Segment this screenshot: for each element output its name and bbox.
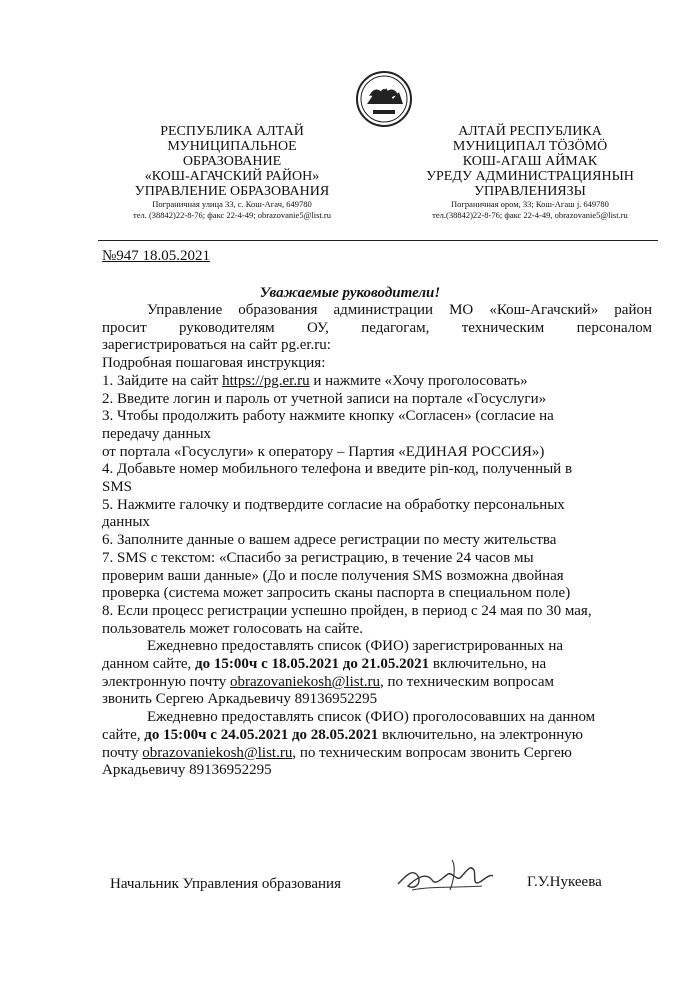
p2-text-d: , по техническим вопросам звонить Сергею bbox=[292, 744, 572, 761]
signatory-name: Г.У.Нукеева bbox=[527, 874, 602, 890]
header-left-line2: МУНИЦИПАЛЬНОЕ bbox=[167, 139, 297, 154]
p1-email-link[interactable]: obrazovaniekosh@list.ru bbox=[229, 673, 380, 690]
p1-text-b: включительно, на bbox=[429, 656, 547, 673]
p1-text-d: , по техническим вопросам bbox=[379, 673, 554, 690]
step-1 bbox=[102, 373, 652, 391]
step-5-line-2: данных bbox=[102, 514, 150, 531]
header-right-address: Пограничная ором, 33; Кош-Агаш ј. 649780 bbox=[451, 199, 609, 209]
header-left-block bbox=[112, 124, 352, 221]
p2-text-a: сайте, bbox=[102, 726, 145, 743]
step-3-line-3: от портала «Госуслуги» к оператору – Партия «ЕДИНАЯ РОССИЯ») bbox=[102, 443, 545, 460]
p2-text-b: включительно, на электронную bbox=[378, 726, 584, 743]
step-7-line-2: проверим ваши данные» (До и после получения SMS возможна двойная bbox=[102, 567, 564, 584]
p1-text-a: данном сайте, bbox=[102, 656, 196, 673]
paragraph-2-line-1: Ежедневно предоставлять список (ФИО) проголосовавших на данном bbox=[147, 709, 596, 726]
instructions-heading: Подробная пошаговая инструкция: bbox=[102, 355, 326, 372]
step-3-line-2: передачу данных bbox=[102, 425, 212, 442]
header-left-line4: «КОШ-АГАЧСКИЙ РАЙОН» bbox=[144, 169, 320, 184]
paragraph-1-line-2 bbox=[102, 656, 652, 674]
p1-text-c: электронную почту bbox=[102, 673, 230, 690]
header-right-line5: УПРАВЛЕНИЯЗЫ bbox=[474, 184, 586, 199]
step-8-line-2: пользователь может голосовать на сайте. bbox=[102, 620, 364, 637]
intro-line-2: просит руководителям ОУ, педагогам, техническим персоналом bbox=[102, 319, 652, 336]
paragraph-1-line-4: звонить Сергею Аркадьевичу 89136952295 bbox=[102, 691, 378, 708]
header-right-contacts: тел.(38842)22-8-76; факс 22-4-49, obrazovanie5@list.ru bbox=[432, 210, 628, 220]
header-right-line1: АЛТАЙ РЕСПУБЛИКА bbox=[458, 124, 602, 139]
step-4-line-1: 4. Добавьте номер мобильного телефона и введите pin-код, полученный в bbox=[102, 461, 573, 478]
step-5-line-1: 5. Нажмите галочку и подтвердите согласие на обработку персональных bbox=[102, 496, 565, 513]
step-7-line-1: 7. SMS с текстом: «Спасибо за регистрацию, в течение 24 часов мы bbox=[102, 549, 534, 566]
coat-of-arms-emblem bbox=[355, 70, 413, 128]
header-right-line3: КОШ-АГАШ АЙМАК bbox=[462, 154, 598, 169]
header-left-line3: ОБРАЗОВАНИЕ bbox=[182, 154, 282, 169]
header-left-line5: УПРАВЛЕНИЕ ОБРАЗОВАНИЯ bbox=[134, 184, 330, 199]
step-8-line-1: 8. Если процесс регистрации успешно пройден, в период с 24 мая по 30 мая, bbox=[102, 602, 592, 619]
p2-deadline: до 15:00ч с 24.05.2021 до 28.05.2021 bbox=[144, 726, 379, 743]
paragraph-1-line-3 bbox=[102, 674, 652, 692]
header-divider bbox=[98, 240, 658, 241]
step-4-line-2: SMS bbox=[102, 479, 133, 496]
step-1-suffix: и нажмите «Хочу проголосовать» bbox=[309, 372, 528, 389]
p1-deadline: до 15:00ч с 18.05.2021 до 21.05.2021 bbox=[195, 656, 430, 673]
registration-number: №947 18.05.2021 bbox=[102, 248, 211, 264]
header-left-contacts: тел. (38842)22-8-76; факс 22-4-49; obrazovanie5@list.ru bbox=[133, 210, 331, 220]
header-left-address: Пограничная улица 33, с. Кош-Агач, 649780 bbox=[152, 199, 312, 209]
signatory-position: Начальник Управления образования bbox=[110, 876, 341, 892]
paragraph-1-line-1: Ежедневно предоставлять список (ФИО) зарегистрированных на bbox=[147, 638, 564, 655]
step-3-line-1: 3. Чтобы продолжить работу нажмите кнопку «Согласен» (согласие на bbox=[102, 408, 554, 425]
intro-line-3: зарегистрироваться на сайт pg.er.ru: bbox=[102, 337, 331, 354]
intro-line-1: Управление образования администрации МО «Кош-Агачский» район bbox=[147, 302, 652, 318]
header-left-line1: РЕСПУБЛИКА АЛТАЙ bbox=[160, 124, 304, 139]
header-right-block bbox=[405, 124, 655, 221]
paragraph-2-line-2 bbox=[102, 727, 652, 745]
paragraph-2-line-3 bbox=[102, 745, 652, 763]
step-2: 2. Введите логин и пароль от учетной записи на портале «Госуслуги» bbox=[102, 390, 547, 407]
step-1-prefix: 1. Зайдите на сайт bbox=[102, 372, 223, 389]
step-6: 6. Заполните данные о вашем адресе регистрации по месту жительства bbox=[102, 532, 557, 549]
step-7-line-3: проверка (система может запросить сканы паспорта в специальном поле) bbox=[102, 585, 571, 602]
handwritten-signature bbox=[392, 850, 497, 898]
letter-body bbox=[102, 302, 652, 780]
pg-er-link[interactable]: https://pg.er.ru bbox=[222, 372, 310, 389]
p2-email-link[interactable]: obrazovaniekosh@list.ru bbox=[142, 744, 293, 761]
paragraph-2-line-4: Аркадьевичу 89136952295 bbox=[102, 762, 272, 779]
letter-title: Уважаемые руководители! bbox=[259, 285, 441, 301]
header-right-line4: УРЕДУ АДМИНИСТРАЦИЯНЫН bbox=[426, 169, 634, 184]
header-right-line2: МУНИЦИПАЛ ТӦЗӦМӦ bbox=[452, 139, 608, 154]
p2-text-c: почту bbox=[102, 744, 143, 761]
